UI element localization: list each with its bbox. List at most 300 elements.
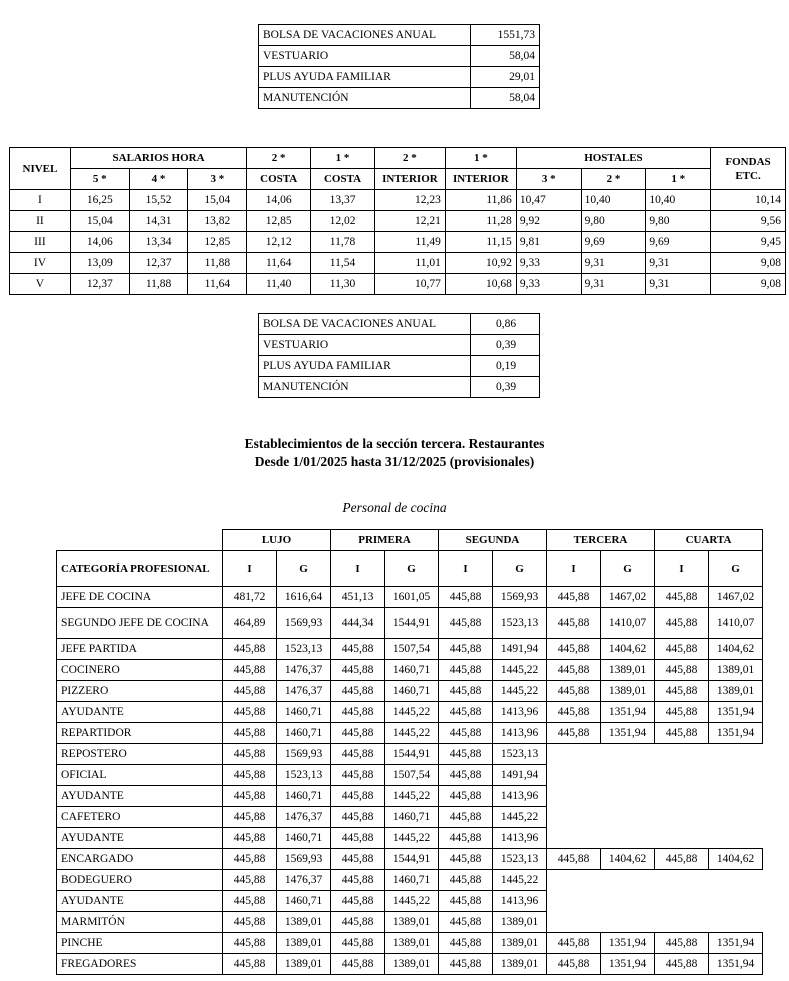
empty-corner — [57, 530, 223, 551]
salary-cell: 1523,13 — [277, 765, 331, 786]
category-cell: AYUDANTE — [57, 786, 223, 807]
sub-header-g: G — [709, 551, 763, 587]
category-cell: CAFETERO — [57, 807, 223, 828]
salary-cell: 1413,96 — [493, 828, 547, 849]
salary-cell: 1389,01 — [277, 933, 331, 954]
salary-cell: 445,88 — [439, 891, 493, 912]
salary-cell: 1523,13 — [493, 744, 547, 765]
table-row — [57, 681, 763, 702]
wage-cell: 13,37 — [311, 190, 375, 211]
salary-cell: 1389,01 — [493, 954, 547, 975]
salary-cell: 464,89 — [223, 608, 277, 639]
salary-cell: 445,88 — [331, 933, 385, 954]
allowance-value: 0,39 — [471, 377, 540, 398]
hourly-row — [10, 232, 786, 253]
salary-cell: 445,88 — [223, 681, 277, 702]
salary-cell: 1616,64 — [277, 587, 331, 608]
salary-cell: 1413,96 — [493, 723, 547, 744]
salary-cell: 445,88 — [655, 702, 709, 723]
wage-cell: 9,69 — [581, 232, 646, 253]
salary-cell: 1351,94 — [601, 933, 655, 954]
empty-cell — [655, 891, 709, 912]
group-header-cuarta: CUARTA — [655, 530, 763, 551]
salary-cell: 445,88 — [439, 933, 493, 954]
salary-cell: 445,88 — [655, 681, 709, 702]
category-cell: JEFE DE COCINA — [57, 587, 223, 608]
salary-cell: 445,88 — [547, 681, 601, 702]
salary-cell: 445,88 — [223, 933, 277, 954]
wage-cell: 9,08 — [711, 274, 786, 295]
allowance-row — [259, 377, 540, 398]
salary-cell: 1389,01 — [709, 660, 763, 681]
salary-cell: 445,88 — [439, 870, 493, 891]
wage-cell: 10,92 — [445, 253, 516, 274]
salary-cell: 1445,22 — [493, 660, 547, 681]
salary-cell: 445,88 — [223, 723, 277, 744]
salary-cell: 1544,91 — [385, 744, 439, 765]
category-cell: OFICIAL — [57, 765, 223, 786]
salary-cell: 1351,94 — [709, 723, 763, 744]
wage-cell: 10,40 — [581, 190, 646, 211]
table-row — [57, 849, 763, 870]
header-hostal-2: 2 * — [581, 169, 646, 190]
salary-cell: 1507,54 — [385, 765, 439, 786]
salary-cell: 1413,96 — [493, 891, 547, 912]
salary-cell: 445,88 — [655, 639, 709, 660]
salary-cell: 445,88 — [223, 870, 277, 891]
hourly-row — [10, 274, 786, 295]
section-title: Establecimientos de la sección tercera. Restaurantes — [244, 436, 545, 451]
salary-cell: 445,88 — [439, 765, 493, 786]
category-cell: BODEGUERO — [57, 870, 223, 891]
allowance-label: PLUS AYUDA FAMILIAR — [259, 356, 471, 377]
wage-cell: 11,49 — [374, 232, 445, 253]
wage-cell: 15,04 — [70, 211, 129, 232]
wage-cell: 9,33 — [516, 274, 581, 295]
wage-cell: 12,02 — [311, 211, 375, 232]
salary-cell: 1413,96 — [493, 786, 547, 807]
category-cell: AYUDANTE — [57, 702, 223, 723]
salary-cell: 445,88 — [223, 954, 277, 975]
wage-cell: 13,34 — [129, 232, 188, 253]
salary-cell: 1404,62 — [601, 849, 655, 870]
salary-cell: 1389,01 — [709, 681, 763, 702]
header-costa1-top: 1 * — [311, 148, 375, 169]
salary-cell: 445,88 — [547, 639, 601, 660]
wage-cell: 11,28 — [445, 211, 516, 232]
salary-cell: 445,88 — [439, 954, 493, 975]
allowance-label: VESTUARIO — [259, 46, 471, 67]
table-row — [57, 639, 763, 660]
salary-cell: 1410,07 — [709, 608, 763, 639]
header-costa2-bottom: COSTA — [247, 169, 311, 190]
sub-header-i: I — [331, 551, 385, 587]
empty-cell — [655, 744, 709, 765]
salary-cell: 445,88 — [655, 849, 709, 870]
sub-header-g: G — [277, 551, 331, 587]
salary-cell: 1351,94 — [709, 702, 763, 723]
empty-cell — [601, 786, 655, 807]
allowance-label: MANUTENCIÓN — [259, 88, 471, 109]
group-header-segunda: SEGUNDA — [439, 530, 547, 551]
allowance-row — [259, 88, 540, 109]
salary-cell: 445,88 — [439, 912, 493, 933]
salary-cell: 445,88 — [547, 849, 601, 870]
salary-cell: 1460,71 — [385, 681, 439, 702]
allowance-value: 58,04 — [471, 88, 540, 109]
salary-cell: 445,88 — [223, 639, 277, 660]
allowance-value: 0,39 — [471, 335, 540, 356]
sub-header-i: I — [223, 551, 277, 587]
empty-cell — [655, 786, 709, 807]
wage-cell: 15,04 — [188, 190, 247, 211]
salary-cell: 1445,22 — [493, 681, 547, 702]
salary-cell: 445,88 — [439, 849, 493, 870]
wage-cell: 14,06 — [247, 190, 311, 211]
salary-cell: 1476,37 — [277, 807, 331, 828]
wage-cell: 11,01 — [374, 253, 445, 274]
wage-cell: 9,69 — [646, 232, 711, 253]
salary-cell: 445,88 — [331, 891, 385, 912]
empty-cell — [655, 807, 709, 828]
header-3-stars: 3 * — [188, 169, 247, 190]
wage-cell: 10,40 — [646, 190, 711, 211]
wage-cell: 11,64 — [247, 253, 311, 274]
wage-cell: 15,52 — [129, 190, 188, 211]
empty-cell — [655, 912, 709, 933]
salary-cell: 445,88 — [547, 660, 601, 681]
salary-cell: 445,88 — [223, 912, 277, 933]
wage-cell: 13,82 — [188, 211, 247, 232]
empty-cell — [601, 891, 655, 912]
wage-cell: 11,30 — [311, 274, 375, 295]
salary-cell: 1389,01 — [385, 933, 439, 954]
wage-cell: 10,77 — [374, 274, 445, 295]
empty-cell — [709, 807, 763, 828]
salary-cell: 445,88 — [331, 912, 385, 933]
salary-cell: 445,88 — [655, 660, 709, 681]
allowance-label: BOLSA DE VACACIONES ANUAL — [259, 25, 471, 46]
table-row — [57, 660, 763, 681]
wage-cell: 9,31 — [581, 274, 646, 295]
salary-cell: 445,88 — [439, 828, 493, 849]
salary-cell: 445,88 — [331, 702, 385, 723]
sub-header-i: I — [655, 551, 709, 587]
salary-cell: 1404,62 — [601, 639, 655, 660]
salary-cell: 445,88 — [331, 744, 385, 765]
salary-cell: 1476,37 — [277, 681, 331, 702]
salary-cell: 445,88 — [547, 723, 601, 744]
nivel-cell: I — [10, 190, 71, 211]
salary-cell: 445,88 — [439, 660, 493, 681]
salary-cell: 1445,22 — [385, 702, 439, 723]
nivel-cell: V — [10, 274, 71, 295]
sub-header-g: G — [601, 551, 655, 587]
wage-cell: 12,23 — [374, 190, 445, 211]
empty-cell — [601, 807, 655, 828]
salary-cell: 445,88 — [223, 765, 277, 786]
table-row — [57, 912, 763, 933]
category-cell: FREGADORES — [57, 954, 223, 975]
salary-cell: 1445,22 — [385, 891, 439, 912]
wage-cell: 9,31 — [646, 274, 711, 295]
salary-cell: 1467,02 — [601, 587, 655, 608]
salary-cell: 1491,94 — [493, 765, 547, 786]
allowance-label: MANUTENCIÓN — [259, 377, 471, 398]
salary-cell: 451,13 — [331, 587, 385, 608]
sub-header-i: I — [547, 551, 601, 587]
salary-cell: 445,88 — [655, 933, 709, 954]
allowance-value: 1551,73 — [471, 25, 540, 46]
header-nivel: NIVEL — [10, 148, 71, 190]
empty-cell — [655, 765, 709, 786]
category-cell: ENCARGADO — [57, 849, 223, 870]
wage-cell: 9,92 — [516, 211, 581, 232]
wage-cell: 12,12 — [247, 232, 311, 253]
wage-cell: 11,86 — [445, 190, 516, 211]
empty-cell — [655, 870, 709, 891]
allowance-row — [259, 356, 540, 377]
empty-cell — [547, 891, 601, 912]
wage-cell: 9,81 — [516, 232, 581, 253]
sub-header-g: G — [385, 551, 439, 587]
salary-cell: 1523,13 — [493, 849, 547, 870]
allowance-value: 0,19 — [471, 356, 540, 377]
header-hostal-1: 1 * — [646, 169, 711, 190]
header-categoria: CATEGORÍA PROFESIONAL — [57, 551, 223, 587]
salary-cell: 445,88 — [439, 639, 493, 660]
allowance-row — [259, 314, 540, 335]
empty-cell — [547, 912, 601, 933]
salary-cell: 1460,71 — [277, 786, 331, 807]
empty-cell — [709, 765, 763, 786]
salary-cell: 445,88 — [439, 744, 493, 765]
salary-cell: 1445,22 — [493, 870, 547, 891]
wage-cell: 12,85 — [188, 232, 247, 253]
wage-cell: 13,09 — [70, 253, 129, 274]
salary-cell: 1445,22 — [493, 807, 547, 828]
category-cell: REPOSTERO — [57, 744, 223, 765]
wage-cell: 11,54 — [311, 253, 375, 274]
salary-cell: 445,88 — [439, 608, 493, 639]
table-row — [57, 765, 763, 786]
salary-cell: 445,88 — [331, 639, 385, 660]
allowance-value: 58,04 — [471, 46, 540, 67]
salary-cell: 1476,37 — [277, 660, 331, 681]
salary-cell: 445,88 — [223, 744, 277, 765]
empty-cell — [547, 807, 601, 828]
salary-cell: 445,88 — [331, 870, 385, 891]
salary-cell: 1413,96 — [493, 702, 547, 723]
allowance-value: 29,01 — [471, 67, 540, 88]
empty-cell — [709, 786, 763, 807]
wage-cell: 11,15 — [445, 232, 516, 253]
header-interior1-bottom: INTERIOR — [445, 169, 516, 190]
empty-cell — [547, 744, 601, 765]
table-row — [57, 702, 763, 723]
wage-cell: 14,06 — [70, 232, 129, 253]
wage-cell: 12,37 — [129, 253, 188, 274]
category-cell: AYUDANTE — [57, 891, 223, 912]
salary-cell: 1544,91 — [385, 849, 439, 870]
salary-cell: 1389,01 — [601, 660, 655, 681]
salary-cell: 445,88 — [331, 765, 385, 786]
sub-header-i: I — [439, 551, 493, 587]
salary-cell: 1491,94 — [493, 639, 547, 660]
salary-cell: 445,88 — [223, 660, 277, 681]
salary-cell: 445,88 — [547, 608, 601, 639]
wage-cell: 16,25 — [70, 190, 129, 211]
salary-cell: 1569,93 — [277, 608, 331, 639]
nivel-cell: III — [10, 232, 71, 253]
allowance-row — [259, 46, 540, 67]
salary-cell: 445,88 — [331, 660, 385, 681]
salary-cell: 1389,01 — [601, 681, 655, 702]
salary-cell: 445,88 — [331, 828, 385, 849]
salary-cell: 1389,01 — [277, 912, 331, 933]
table-row — [57, 954, 763, 975]
salary-cell: 445,88 — [439, 702, 493, 723]
allowance-row — [259, 67, 540, 88]
category-cell: MARMITÓN — [57, 912, 223, 933]
empty-cell — [547, 828, 601, 849]
table-row — [57, 744, 763, 765]
wage-cell: 11,88 — [188, 253, 247, 274]
salary-cell: 1523,13 — [277, 639, 331, 660]
salary-cell: 445,88 — [547, 933, 601, 954]
salary-cell: 1460,71 — [385, 870, 439, 891]
salary-cell: 445,88 — [331, 849, 385, 870]
group-header-lujo: LUJO — [223, 530, 331, 551]
wage-cell: 11,64 — [188, 274, 247, 295]
salary-cell: 1460,71 — [277, 891, 331, 912]
salary-cell: 445,88 — [547, 954, 601, 975]
salary-cell: 1389,01 — [385, 912, 439, 933]
wage-cell: 12,21 — [374, 211, 445, 232]
category-cell: PINCHE — [57, 933, 223, 954]
salary-cell: 445,88 — [439, 786, 493, 807]
table-row — [57, 587, 763, 608]
header-interior2-bottom: INTERIOR — [374, 169, 445, 190]
wage-cell: 9,31 — [581, 253, 646, 274]
table-row — [57, 786, 763, 807]
empty-cell — [709, 891, 763, 912]
wage-cell: 9,80 — [646, 211, 711, 232]
allowance-label: PLUS AYUDA FAMILIAR — [259, 67, 471, 88]
salary-cell: 1389,01 — [493, 912, 547, 933]
empty-cell — [601, 870, 655, 891]
salary-cell: 1410,07 — [601, 608, 655, 639]
salary-cell: 1460,71 — [277, 828, 331, 849]
salary-cell: 1351,94 — [709, 954, 763, 975]
annual-allowances-table — [258, 24, 540, 109]
header-4-stars: 4 * — [129, 169, 188, 190]
wage-cell: 9,33 — [516, 253, 581, 274]
header-hostal-3: 3 * — [516, 169, 581, 190]
salary-cell: 1460,71 — [385, 807, 439, 828]
empty-cell — [547, 765, 601, 786]
salary-cell: 1544,91 — [385, 608, 439, 639]
empty-cell — [709, 744, 763, 765]
hourly-row — [10, 211, 786, 232]
empty-cell — [655, 828, 709, 849]
empty-cell — [601, 828, 655, 849]
wage-cell: 11,40 — [247, 274, 311, 295]
salary-cell: 1351,94 — [601, 723, 655, 744]
salary-cell: 1569,93 — [277, 744, 331, 765]
salary-cell: 1460,71 — [385, 660, 439, 681]
wage-cell: 14,31 — [129, 211, 188, 232]
salary-cell: 445,88 — [223, 891, 277, 912]
kitchen-staff-table — [56, 529, 763, 975]
header-interior2-top: 2 * — [374, 148, 445, 169]
hourly-row — [10, 190, 786, 211]
salary-cell: 445,88 — [439, 681, 493, 702]
salary-cell: 1569,93 — [277, 849, 331, 870]
header-fondas: FONDAS ETC. — [711, 148, 786, 190]
category-cell: COCINERO — [57, 660, 223, 681]
table-row — [57, 723, 763, 744]
salary-cell: 1569,93 — [493, 587, 547, 608]
hourly-wages-table — [9, 147, 786, 295]
wage-cell: 9,45 — [711, 232, 786, 253]
salary-cell: 445,88 — [655, 608, 709, 639]
category-cell: PIZZERO — [57, 681, 223, 702]
salary-cell: 445,88 — [223, 807, 277, 828]
wage-cell: 9,80 — [581, 211, 646, 232]
salary-cell: 445,88 — [331, 681, 385, 702]
category-cell: AYUDANTE — [57, 828, 223, 849]
empty-cell — [709, 870, 763, 891]
nivel-cell: IV — [10, 253, 71, 274]
table-row — [57, 870, 763, 891]
allowance-row — [259, 335, 540, 356]
salary-cell: 1507,54 — [385, 639, 439, 660]
salary-cell: 445,88 — [655, 723, 709, 744]
group-header-primera: PRIMERA — [331, 530, 439, 551]
table-row — [57, 828, 763, 849]
salary-cell: 1351,94 — [601, 954, 655, 975]
group-header-tercera: TERCERA — [547, 530, 655, 551]
salary-cell: 445,88 — [331, 786, 385, 807]
wage-cell: 9,31 — [646, 253, 711, 274]
salary-cell: 1445,22 — [385, 828, 439, 849]
table-row — [57, 608, 763, 639]
salary-cell: 444,34 — [331, 608, 385, 639]
salary-cell: 445,88 — [331, 723, 385, 744]
header-5-stars: 5 * — [70, 169, 129, 190]
wage-cell: 9,08 — [711, 253, 786, 274]
wage-cell: 11,88 — [129, 274, 188, 295]
wage-cell: 9,56 — [711, 211, 786, 232]
salary-cell: 445,88 — [223, 702, 277, 723]
sub-header-g: G — [493, 551, 547, 587]
nivel-cell: II — [10, 211, 71, 232]
salary-cell: 445,88 — [655, 954, 709, 975]
salary-cell: 1523,13 — [493, 608, 547, 639]
table-row — [57, 807, 763, 828]
category-cell: SEGUNDO JEFE DE COCINA — [57, 608, 223, 639]
salary-cell: 1351,94 — [709, 933, 763, 954]
empty-cell — [709, 828, 763, 849]
salary-cell: 445,88 — [223, 828, 277, 849]
wage-cell: 11,78 — [311, 232, 375, 253]
salary-cell: 1389,01 — [277, 954, 331, 975]
salary-cell: 445,88 — [439, 587, 493, 608]
category-cell: REPARTIDOR — [57, 723, 223, 744]
header-salarios-hora: SALARIOS HORA — [70, 148, 246, 169]
section-period: Desde 1/01/2025 hasta 31/12/2025 (provisionales) — [254, 454, 535, 469]
